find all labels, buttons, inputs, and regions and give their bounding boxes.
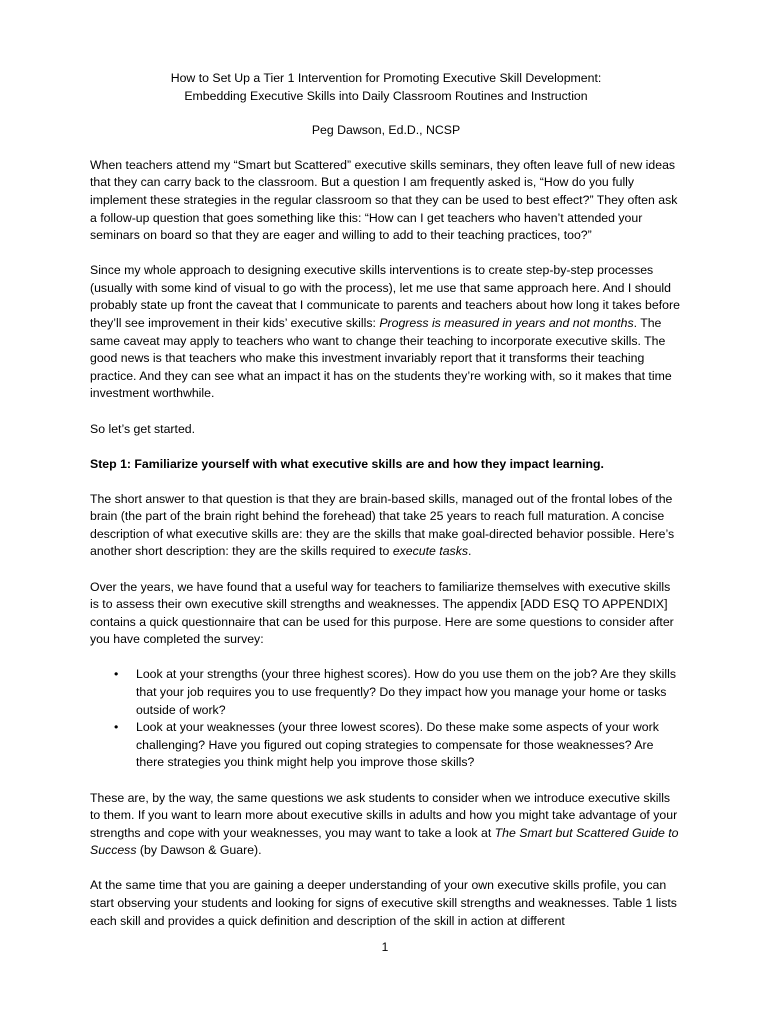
author-line: Peg Dawson, Ed.D., NCSP bbox=[311, 123, 461, 138]
paragraph-approach-emphasis: Progress is measured in years and not months bbox=[379, 316, 634, 331]
list-item bbox=[114, 719, 682, 772]
paragraph-short-answer-text-b: . bbox=[468, 544, 472, 559]
document-title bbox=[90, 70, 682, 105]
title-line-1: How to Set Up a Tier 1 Intervention for Promoting Executive Skill Development: bbox=[170, 71, 602, 85]
document-page bbox=[90, 70, 682, 948]
paragraph-approach bbox=[90, 262, 682, 403]
paragraph-observe-students: At the same time that you are gaining a deeper understanding of your own executive skills profile, you can start observing your students and looking for signs of executive skill strengths and weaknesses. Table 1 lists each skill and provides a quick definition and description of the skill in action at different bbox=[90, 878, 677, 928]
question-list bbox=[90, 666, 682, 772]
paragraph-students bbox=[90, 790, 682, 860]
step-1-heading: Step 1: Familiarize yourself with what executive skills are and how they impact learning. bbox=[90, 456, 604, 471]
bullet-icon: • bbox=[114, 720, 119, 735]
paragraph-students-text-b: (by Dawson & Guare). bbox=[136, 843, 262, 858]
paragraph-approach-text-a: Since my whole approach to designing executive skills interventions is to create step-by-step processes (usually with some kind of visual to go with the process), let me use that same approach here. And I should probably state up front the caveat that I communicate to parents and teachers about how long it takes before they’ll see improvement in their kids’ executive skills: bbox=[90, 263, 680, 331]
bullet-icon: • bbox=[114, 667, 119, 682]
list-item-text: Look at your strengths (your three highest scores). How do you use them on the job? Are they skills that your job requires you to use frequently? Do they impact how you manage your home or tasks outside of work? bbox=[136, 667, 676, 717]
list-item-text: Look at your weaknesses (your three lowest scores). Do these make some aspects of your work challenging? Have you figured out coping strategies to compensate for those weaknesses? Are there strategies you think might help you improve those skills? bbox=[136, 720, 659, 770]
paragraph-students-text-a: These are, by the way, the same questions we ask students to consider when we introduce executive skills to them. If you want to learn more about executive skills in adults and how you might take advantage of your strengths and cope with your weaknesses, you may want to take a look at bbox=[90, 790, 678, 840]
paragraph-short-answer-text-a: The short answer to that question is that they are brain-based skills, managed out of the frontal lobes of the brain (the part of the brain right behind the forehead) that take 25 years to reach full maturation. A concise description of what executive skills are: they are the skills that make goal-directed behavior possible. Here’s another short description: they are the skills required to bbox=[90, 491, 675, 559]
paragraph-intro: When teachers attend my “Smart but Scattered” executive skills seminars, they often leave full of new ideas that they can carry back to the classroom. But a question I am frequently asked is, “How do you fully implement these strategies in the regular classroom so that they can be used to best effect?” They often ask a follow-up question that goes something like this: “How can I get teachers who haven’t attended your seminars on board so that they are eager and willing to add to their teaching practices, too?” bbox=[90, 157, 678, 243]
paragraph-approach-text-b: . The same caveat may apply to teachers who want to change their teaching to incorporate executive skills. The good news is that teachers who make this investment invariably report that it transforms their teaching practice. And they can see what an impact it has on the students they’re working with, so it makes that time investment worthwhile. bbox=[90, 316, 672, 401]
paragraph-short-answer bbox=[90, 491, 682, 561]
title-line-2: Embedding Executive Skills into Daily Classroom Routines and Instruction bbox=[184, 88, 588, 103]
paragraph-self-assessment: Over the years, we have found that a useful way for teachers to familiarize themselves with executive skills is to assess their own executive skill strengths and weaknesses. The appendix [ADD ESQ TO APPENDIX] contains a quick questionnaire that can be used for this purpose. Here are some questions to consider after you have completed the survey: bbox=[90, 579, 674, 647]
page-number: 1 bbox=[381, 940, 389, 954]
list-item bbox=[114, 666, 682, 719]
paragraph-short-answer-emphasis: execute tasks bbox=[392, 544, 468, 559]
book-title: The Smart but Scattered Guide to Success bbox=[90, 825, 679, 858]
paragraph-get-started: So let’s get started. bbox=[90, 421, 196, 436]
